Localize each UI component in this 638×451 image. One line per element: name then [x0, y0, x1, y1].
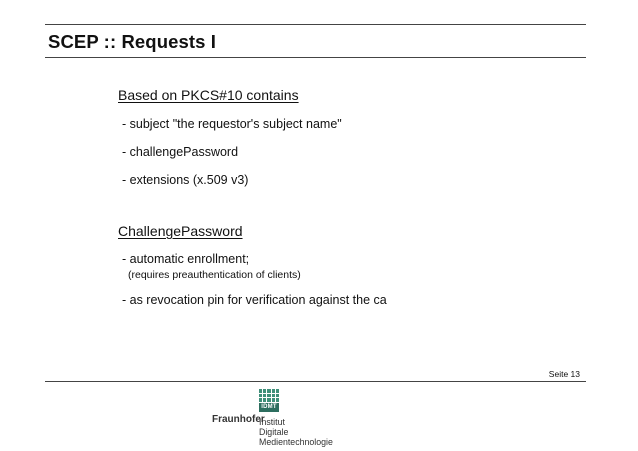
slide-title: SCEP :: Requests I [48, 31, 217, 52]
institute-name [259, 417, 333, 447]
preauthentication-note: (requires preauthentication of clients) [128, 269, 301, 281]
pkcs-heading: Based on PKCS#10 contains [118, 87, 299, 103]
idmt-badge: IDMT [259, 403, 279, 412]
page-number: Seite 13 [548, 369, 580, 379]
institute-line-1: Institut [259, 417, 285, 427]
revocation-pin-bullet: - as revocation pin for verification against the ca [122, 293, 387, 307]
challenge-heading: ChallengePassword [118, 223, 243, 239]
extensions-bullet: - extensions (x.509 v3) [122, 173, 249, 187]
footer-rule [45, 381, 586, 382]
fraunhofer-wordmark: Fraunhofer [212, 414, 265, 425]
challenge-password-bullet: - challengePassword [122, 145, 239, 159]
top-rule [45, 24, 586, 25]
automatic-enrollment-bullet: - automatic enrollment; [122, 252, 250, 266]
institute-line-3: Medientechnologie [259, 437, 333, 447]
subject-bullet: - subject "the requestor's subject name" [122, 117, 342, 131]
idmt-grid-logo-icon [259, 389, 279, 402]
title-rule [45, 57, 586, 58]
institute-line-2: Digitale [259, 427, 289, 437]
fraunhofer-idmt-logo [212, 389, 332, 445]
